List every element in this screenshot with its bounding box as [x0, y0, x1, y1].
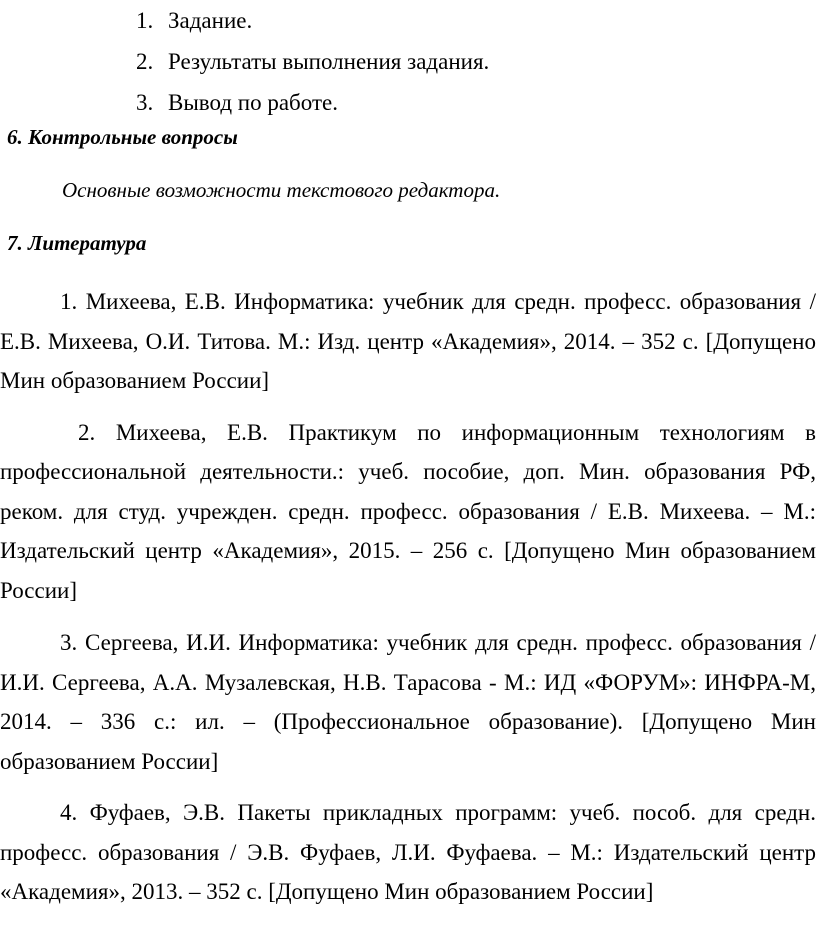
list-item	[136, 0, 489, 41]
list-item-number: 2.	[136, 49, 154, 74]
list-item-number: 3.	[136, 90, 154, 115]
reference-item: 3. Сергеева, И.И. Информатика: учебник для средн. професс. образования / И.И. Сергеева, А.А. Музалевская, Н.В. Тарасова - М.: ИД «ФОРУМ»: ИНФРА-М, 2014. – 336 с.: ил. – (Профессиональное образование). [Допущено Мин образованием России]	[0, 630, 816, 774]
list-item-text: Результаты выполнения задания.	[168, 49, 490, 74]
list-item	[136, 41, 489, 82]
control-question: Основные возможности текстового редактора.	[62, 178, 501, 202]
list-item-text: Задание.	[168, 8, 253, 33]
section-6-heading: 6. Контрольные вопросы	[7, 125, 238, 149]
reference-item: 2. Михеева, Е.В. Практикум по информационным технологиям в профессиональной деятельности.: учеб. пособие, доп. Мин. образования РФ, реком. для студ. учрежден. средн. професс. образования / Е.В. Михеева. – М.: Издательский центр «Академия», 2015. – 256 с. [Допущено Мин образованием России]	[0, 419, 816, 603]
section-7-heading: 7. Литература	[7, 231, 147, 255]
report-structure-list	[136, 0, 489, 123]
list-item-text: Вывод по работе.	[168, 90, 338, 115]
reference-item: 4. Фуфаев, Э.В. Пакеты прикладных программ: учеб. пособ. для средн. професс. образования / Э.В. Фуфаев, Л.И. Фуфаева. – М.: Издательский центр «Академия», 2013. – 352 с. [Допущено Мин образованием России]	[0, 800, 816, 904]
reference-item: 1. Михеева, Е.В. Информатика: учебник для средн. професс. образования / Е.В. Михеева, О.И. Титова. М.: Изд. центр «Академия», 2014. – 352 с. [Допущено Мин образованием России]	[0, 289, 816, 393]
list-item	[136, 82, 489, 123]
list-item-number: 1.	[136, 8, 154, 33]
references-list	[0, 282, 816, 912]
